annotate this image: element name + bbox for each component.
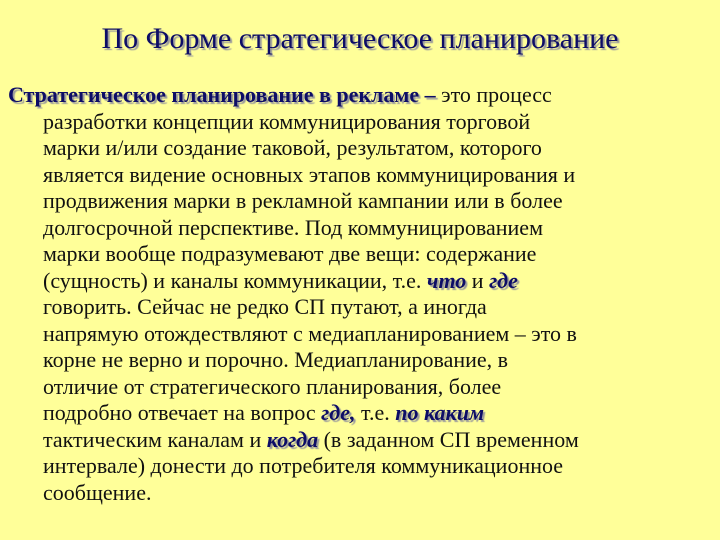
keyword-when: когда bbox=[266, 426, 319, 452]
paragraph-line-13 bbox=[8, 400, 712, 427]
paragraph-line-9: говорить. Сейчас не редко СП путают, а иногда bbox=[43, 294, 487, 319]
paragraph-line-16: сообщение. bbox=[43, 479, 152, 505]
paragraph-line-11: корне не верно и порочно. Медиапланирование, в bbox=[43, 347, 509, 372]
line-text: это процесс bbox=[435, 82, 552, 107]
line-text: (сущность) и каналы коммуникации, т.е. bbox=[43, 267, 427, 293]
term-highlight: Стратегическое планирование в рекламе – bbox=[8, 82, 436, 107]
paragraph-line-14 bbox=[8, 427, 712, 454]
line-text: и bbox=[466, 267, 490, 293]
line-text: (в заданном СП временном bbox=[318, 426, 579, 452]
paragraph-line-6: долгосрочной перспективе. Под коммуницированием bbox=[43, 214, 543, 240]
keyword-where: где bbox=[489, 267, 518, 293]
paragraph-line-10: напрямую отождествляют с медиапланированием – это в bbox=[43, 320, 577, 346]
slide-title: По Форме стратегическое планирование bbox=[101, 22, 619, 55]
paragraph-line-2: разработки концепции коммуницирования торговой bbox=[43, 108, 531, 134]
keyword-what: что bbox=[426, 267, 467, 293]
body-paragraph bbox=[8, 82, 712, 506]
line-text: т.е. bbox=[355, 400, 396, 425]
line-text: подробно отвечает на вопрос bbox=[43, 400, 322, 425]
paragraph-line-12: отличие от стратегического планирования, более bbox=[43, 373, 502, 399]
paragraph-line-7: марки вообще подразумевают две вещи: содержание bbox=[43, 241, 537, 266]
paragraph-line-8 bbox=[8, 268, 712, 295]
line-text: тактическим каналам и bbox=[43, 426, 267, 452]
keyword-by-which: по каким bbox=[395, 400, 485, 425]
paragraph-line-3: марки и/или создание таковой, результатом, которого bbox=[43, 135, 542, 160]
paragraph-line-1 bbox=[8, 82, 712, 109]
keyword-where-2: где, bbox=[321, 400, 356, 425]
paragraph-line-4: является видение основных этапов коммуницирования и bbox=[43, 161, 576, 187]
paragraph-line-5: продвижения марки в рекламной кампании или в более bbox=[43, 188, 563, 213]
paragraph-line-15: интервале) донести до потребителя коммуникационное bbox=[43, 453, 564, 478]
